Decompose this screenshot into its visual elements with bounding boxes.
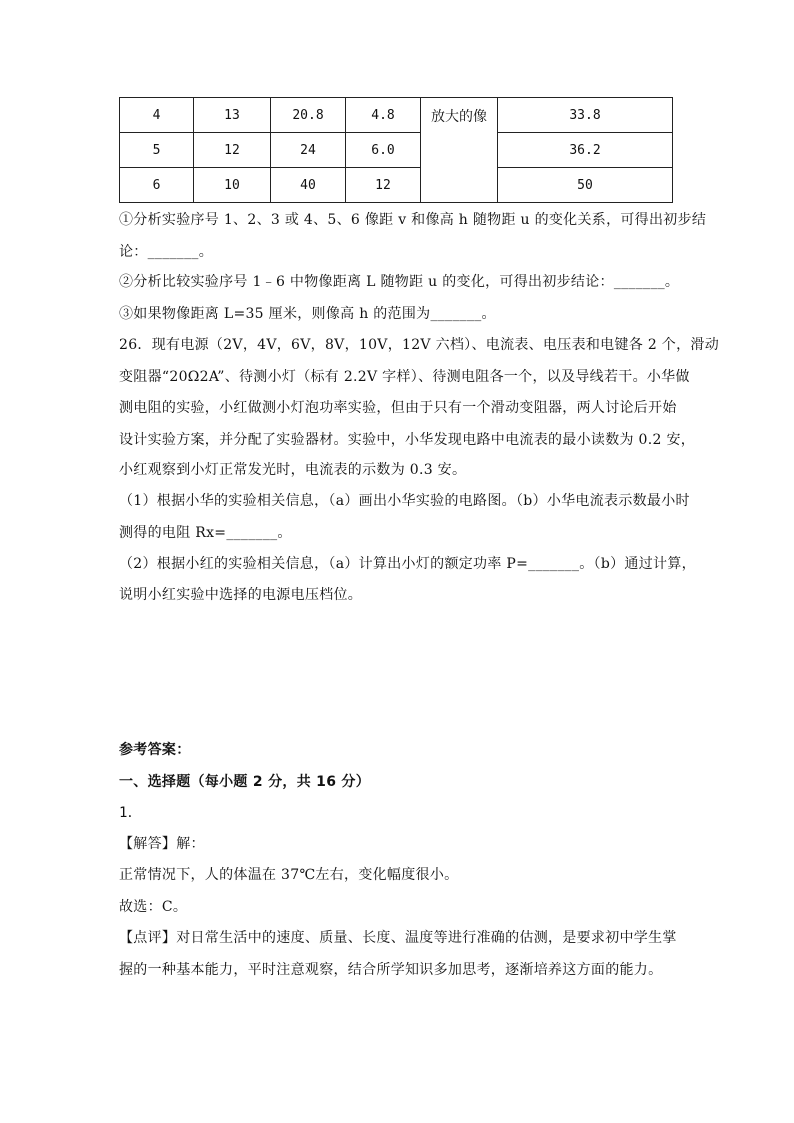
question-26-line5: 小红观察到小灯正常发光时，电流表的示数为 0.3 安。 [119, 462, 467, 478]
table-row [120, 133, 673, 168]
table-cell: 36.2 [498, 133, 673, 168]
answer-dianping-line2: 握的一种基本能力，平时注意观察，结合所学知识多加思考，逐渐培养这方面的能力。 [119, 962, 663, 978]
question-26-line4: 设计实验方案，并分配了实验器材。实验中，小华发现电路中电流表的最小读数为 0.2 安， [119, 432, 696, 448]
table-row [120, 168, 673, 203]
question-25-3: ③如果物像距离 L=35 厘米，则像高 h 的范围为_______。 [119, 306, 496, 322]
table-cell: 50 [498, 168, 673, 203]
table-cell: 24 [271, 133, 346, 168]
answer-dianping-line1: 【点评】对日常生活中的速度、质量、长度、温度等进行准确的估测，是要求初中学生掌 [119, 930, 677, 946]
question-26-1-line2: 测得的电阻 Rx=_______。 [119, 525, 292, 541]
table-cell: 12 [346, 168, 421, 203]
answer-body: 正常情况下，人的体温在 37℃左右，变化幅度很小。 [119, 867, 459, 883]
question-26-2-line2: 说明小红实验中选择的电源电压档位。 [119, 587, 363, 603]
question-25-1-line1: ①分析实验序号 1、2、3 或 4、5、6 像距 v 和像高 h 随物距 u 的变化关系，可得出初步结 [119, 212, 707, 228]
table-cell: 4 [120, 98, 194, 133]
table-cell: 4.8 [346, 98, 421, 133]
table-cell: 20.8 [271, 98, 346, 133]
question-25-1-line2: 论：_______。 [119, 244, 213, 260]
image-type-cell: 放大的像 [421, 98, 498, 203]
table-cell: 6 [120, 168, 194, 203]
table-cell: 12 [194, 133, 271, 168]
question-26-line2: 变阻器“20Ω2A”、待测小灯（标有 2.2V 字样）、待测电阻各一个，以及导线若干。小华做 [119, 369, 690, 385]
table-cell: 13 [194, 98, 271, 133]
table-cell: 33.8 [498, 98, 673, 133]
table-cell: 40 [271, 168, 346, 203]
answer-jieda: 【解答】解： [119, 836, 205, 852]
question-26-1-line1: （1）根据小华的实验相关信息，（a）画出小华实验的电路图。（b）小华电流表示数最小时 [119, 493, 690, 509]
answer-item-1: 1． [119, 805, 143, 821]
experiment-data-table [119, 97, 673, 203]
answer-choice: 故选：C。 [119, 899, 188, 915]
answers-heading: 参考答案： [119, 742, 191, 758]
table-cell: 5 [120, 133, 194, 168]
answers-section-1: 一、选择题（每小题 2 分，共 16 分） [119, 774, 371, 790]
question-26-line3: 测电阻的实验，小红做测小灯泡功率实验，但由于只有一个滑动变阻器，两人讨论后开始 [119, 400, 677, 416]
table-cell: 10 [194, 168, 271, 203]
question-25-2: ②分析比较实验序号 1﹣6 中物像距离 L 随物距 u 的变化，可得出初步结论：_______。 [119, 274, 680, 290]
table-cell: 6.0 [346, 133, 421, 168]
question-26-line1: 26．现有电源（2V，4V，6V，8V，10V，12V 六档）、电流表、电压表和电键各 2 个，滑动 [119, 337, 719, 353]
table-row [120, 98, 673, 133]
question-26-2-line1: （2）根据小红的实验相关信息，（a）计算出小灯的额定功率 P=_______。（b）通过计算， [119, 556, 696, 572]
